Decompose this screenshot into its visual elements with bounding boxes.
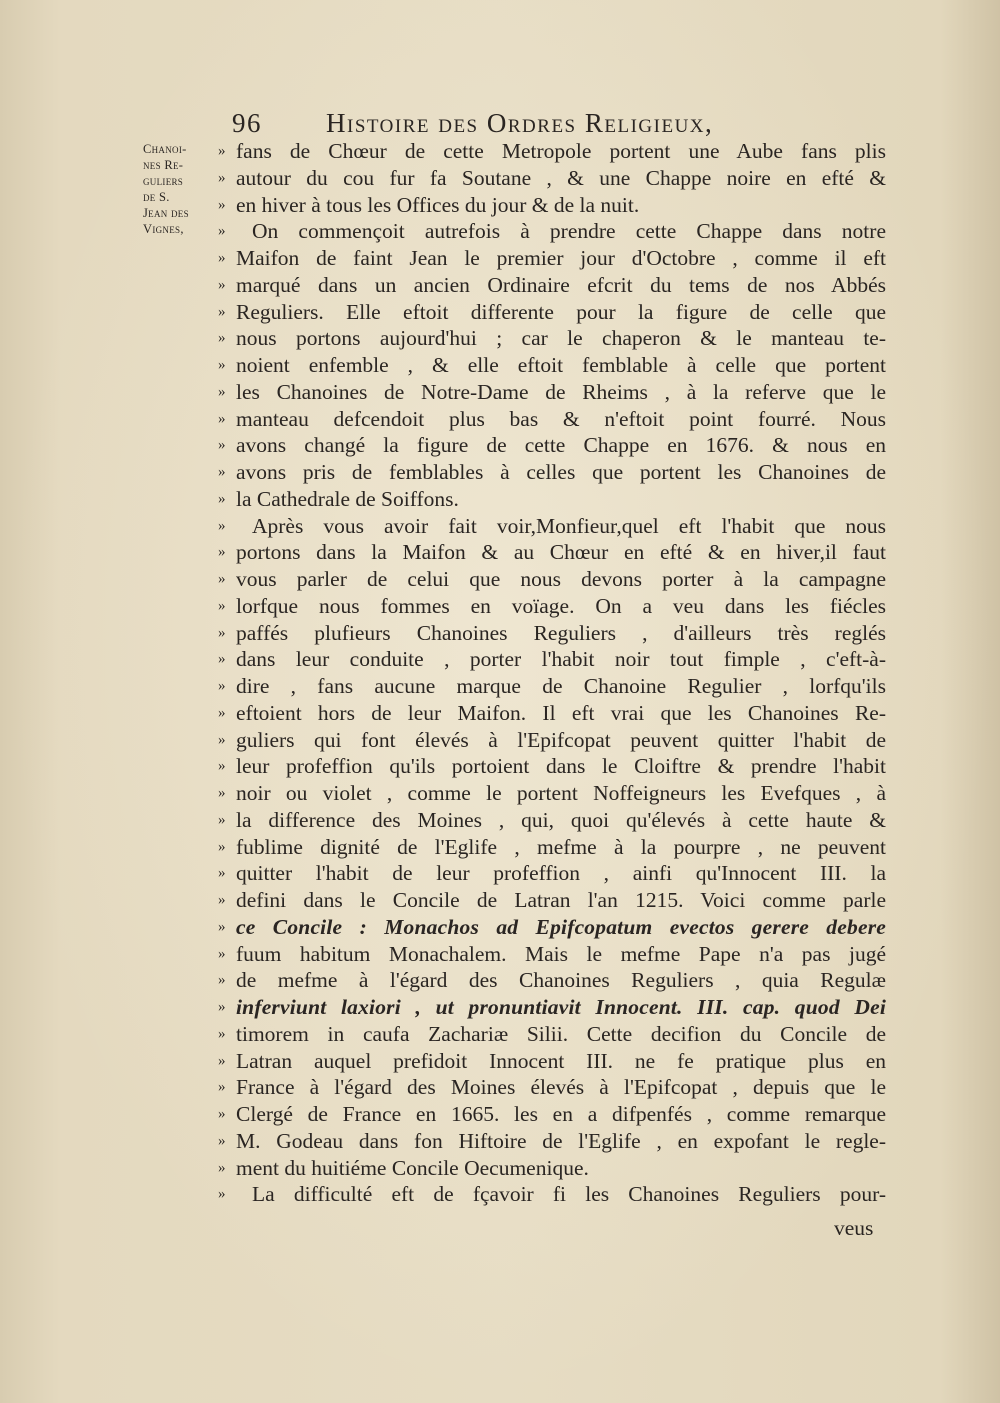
quote-mark: »	[218, 544, 226, 561]
quote-mark: »	[218, 785, 226, 801]
quote-mark: »	[218, 892, 226, 908]
text-line	[218, 673, 886, 700]
line-text: en hiver à tous les Offices du jour & de la nuit.	[236, 192, 640, 217]
text-line	[218, 325, 886, 352]
margin-note-line: Jean des	[143, 206, 189, 220]
text-line	[218, 1181, 886, 1208]
quote-mark: »	[218, 437, 226, 454]
quote-mark: »	[218, 1132, 226, 1149]
text-line	[218, 272, 886, 299]
text-line	[218, 807, 886, 834]
line-text: nous portons aujourd'hui ; car le chaperon & le manteau te-	[236, 326, 886, 351]
quote-mark: »	[218, 1025, 226, 1042]
quote-mark: »	[218, 517, 226, 534]
text-line	[218, 299, 886, 326]
quote-mark: »	[218, 223, 226, 240]
quote-mark: »	[218, 250, 226, 266]
text-line	[218, 620, 886, 647]
text-line	[218, 593, 886, 620]
text-line	[218, 967, 886, 994]
quote-mark: »	[218, 330, 226, 347]
line-text: fublime dignité de l'Eglife , mefme à la pourpre , ne peuvent	[236, 834, 886, 859]
line-text: la Cathedrale de Soiffons.	[236, 486, 459, 511]
line-text: vous parler de celui que nous devons porter à la campagne	[236, 567, 886, 591]
catchword: veus	[834, 1216, 874, 1240]
line-text: autour du cou fur fa Soutane , & une Chappe noire en efté &	[236, 165, 886, 190]
quote-mark: »	[218, 1079, 226, 1096]
line-text: quitter l'habit de leur profeffion , ainfi qu'Innocent III. la	[236, 861, 886, 886]
quote-mark: »	[218, 490, 226, 507]
quote-mark: »	[218, 651, 226, 668]
margin-note-line: de S.	[143, 190, 170, 204]
quote-mark: »	[218, 357, 226, 373]
quote-mark: »	[218, 758, 226, 775]
text-line	[218, 352, 886, 379]
line-text: M. Godeau dans fon Hiftoire de l'Eglife , en expofant le regle-	[236, 1128, 886, 1153]
running-title: Histoire des Ordres Religieux,	[326, 108, 714, 138]
line-text: noient enfemble , & elle eftoit femblable à celle que portent	[236, 353, 886, 377]
line-text: Après vous avoir fait voir,Monfieur,quel eft l'habit que nous	[252, 513, 886, 538]
quote-mark: »	[218, 169, 226, 186]
quote-mark: »	[218, 1186, 226, 1203]
text-line	[218, 432, 886, 459]
line-text: leur profeffion qu'ils portoient dans le Cloiftre & prendre l'habit	[236, 754, 886, 779]
line-text: les Chanoines de Notre-Dame de Rheims , à la referve que le	[236, 379, 886, 404]
text-line	[218, 941, 886, 968]
margin-note-line: Chanoi-	[143, 142, 187, 156]
quote-mark: »	[218, 303, 226, 320]
text-line	[218, 1021, 886, 1048]
line-text: fans de Chœur de cette Metropole portent une Aube fans plis	[236, 139, 886, 163]
line-text: dans leur conduite , porter l'habit noir tout fimple , c'eft-à-	[236, 647, 886, 672]
text-line	[218, 192, 886, 219]
text-line	[218, 753, 886, 780]
text-line	[218, 165, 886, 192]
line-text: avons pris de femblables à celles que portent les Chanoines de	[236, 460, 886, 484]
quote-mark: »	[218, 972, 226, 989]
margin-note-line: guliers	[143, 174, 184, 188]
text-line	[218, 700, 886, 727]
text-line	[218, 513, 886, 540]
quote-mark: »	[218, 1106, 226, 1122]
text-line	[218, 566, 886, 593]
text-line	[218, 1101, 886, 1128]
quote-mark: »	[218, 410, 226, 427]
running-head	[232, 108, 852, 142]
quote-mark: »	[218, 999, 226, 1015]
line-text: marqué dans un ancien Ordinaire efcrit du tems de nos Abbés	[236, 272, 886, 297]
text-line	[218, 834, 886, 861]
line-text: noir ou violet , comme le portent Noffeigneurs les Evefques , à	[236, 781, 886, 805]
quote-mark: »	[218, 597, 226, 614]
text-line	[218, 486, 886, 513]
text-line	[218, 218, 886, 245]
text-line	[218, 887, 886, 914]
text-line	[218, 379, 886, 406]
text-line	[218, 1155, 886, 1182]
line-text: timorem in caufa Zachariæ Silii. Cette decifion du Concile de	[236, 1021, 886, 1046]
line-text: eftoient hors de leur Maifon. Il eft vrai que les Chanoines Re-	[236, 700, 886, 725]
line-text: lorfque nous fommes en voïage. On a veu dans les fiécles	[236, 593, 886, 618]
quote-mark: »	[218, 1159, 226, 1176]
line-text: Maifon de faint Jean le premier jour d'Octobre , comme il eft	[236, 246, 886, 270]
page-number: 96	[232, 108, 262, 138]
line-text: guliers qui font élevés à l'Epifcopat peuvent quitter l'habit de	[236, 727, 886, 752]
line-text: Latran auquel prefidoit Innocent III. ne fe pratique plus en	[236, 1048, 886, 1073]
quote-mark: »	[218, 838, 226, 855]
quote-mark: »	[218, 811, 226, 828]
text-line	[218, 1048, 886, 1075]
quote-mark: »	[218, 918, 226, 935]
quote-mark: »	[218, 678, 226, 694]
line-text: paffés plufieurs Chanoines Reguliers , d'ailleurs très reglés	[236, 620, 886, 645]
text-line	[218, 245, 886, 272]
margin-note-line: nes Re-	[143, 158, 184, 172]
quote-mark: »	[218, 865, 226, 882]
line-text: de mefme à l'égard des Chanoines Reguliers , quia Regulæ	[236, 968, 886, 993]
line-text: defini dans le Concile de Latran l'an 1215. Voici comme parle	[236, 888, 886, 912]
line-text: Clergé de France en 1665. les en a difpenfés , comme remarque	[236, 1102, 886, 1126]
line-text: ment du huitiéme Concile Oecumenique.	[236, 1155, 589, 1180]
quote-mark: »	[218, 276, 226, 293]
quote-mark: »	[218, 143, 226, 159]
text-line	[218, 780, 886, 807]
text-line	[218, 646, 886, 673]
line-text: France à l'égard des Moines élevés à l'Epifcopat , depuis que le	[236, 1075, 886, 1100]
line-text: fuum habitum Monachalem. Mais le mefme Pape n'a pas jugé	[236, 941, 886, 966]
margin-note	[143, 141, 215, 237]
text-line	[218, 914, 886, 941]
line-text: avons changé la figure de cette Chappe en 1676. & nous en	[236, 433, 886, 458]
quote-mark: »	[218, 731, 226, 748]
text-line	[218, 138, 886, 165]
quote-mark: »	[218, 196, 226, 213]
quote-mark: »	[218, 383, 226, 400]
quote-mark: »	[218, 704, 226, 721]
line-text: La difficulté eft de fçavoir fi les Chanoines Reguliers pour-	[252, 1182, 886, 1207]
quote-mark: »	[218, 945, 226, 962]
line-text: portons dans la Maifon & au Chœur en efté & en hiver,il faut	[236, 540, 886, 565]
quote-mark: »	[218, 571, 226, 587]
text-line	[218, 459, 886, 486]
text-line	[218, 860, 886, 887]
text-line	[218, 539, 886, 566]
quote-mark: »	[218, 624, 226, 641]
line-text: On commençoit autrefois à prendre cette Chappe dans notre	[252, 219, 886, 244]
text-line	[218, 1128, 886, 1155]
quote-mark: »	[218, 1052, 226, 1069]
text-line	[218, 727, 886, 754]
quote-mark: »	[218, 464, 226, 480]
margin-note-line: Vignes,	[143, 222, 184, 236]
text-line	[218, 406, 886, 433]
body-text	[218, 138, 886, 1208]
line-text: Reguliers. Elle eftoit differente pour la figure de celle que	[236, 299, 886, 324]
line-text: inferviunt laxiori , ut pronuntiavit Innocent. III. cap. quod Dei	[236, 995, 886, 1019]
line-text: ce Concile : Monachos ad Epifcopatum evectos gerere debere	[236, 914, 886, 939]
line-text: la difference des Moines , qui, quoi qu'élevés à cette haute &	[236, 807, 886, 832]
line-text: manteau defcendoit plus bas & n'eftoit point fourré. Nous	[236, 406, 886, 431]
text-line	[218, 994, 886, 1021]
line-text: dire , fans aucune marque de Chanoine Regulier , lorfqu'ils	[236, 674, 886, 698]
text-line	[218, 1074, 886, 1101]
